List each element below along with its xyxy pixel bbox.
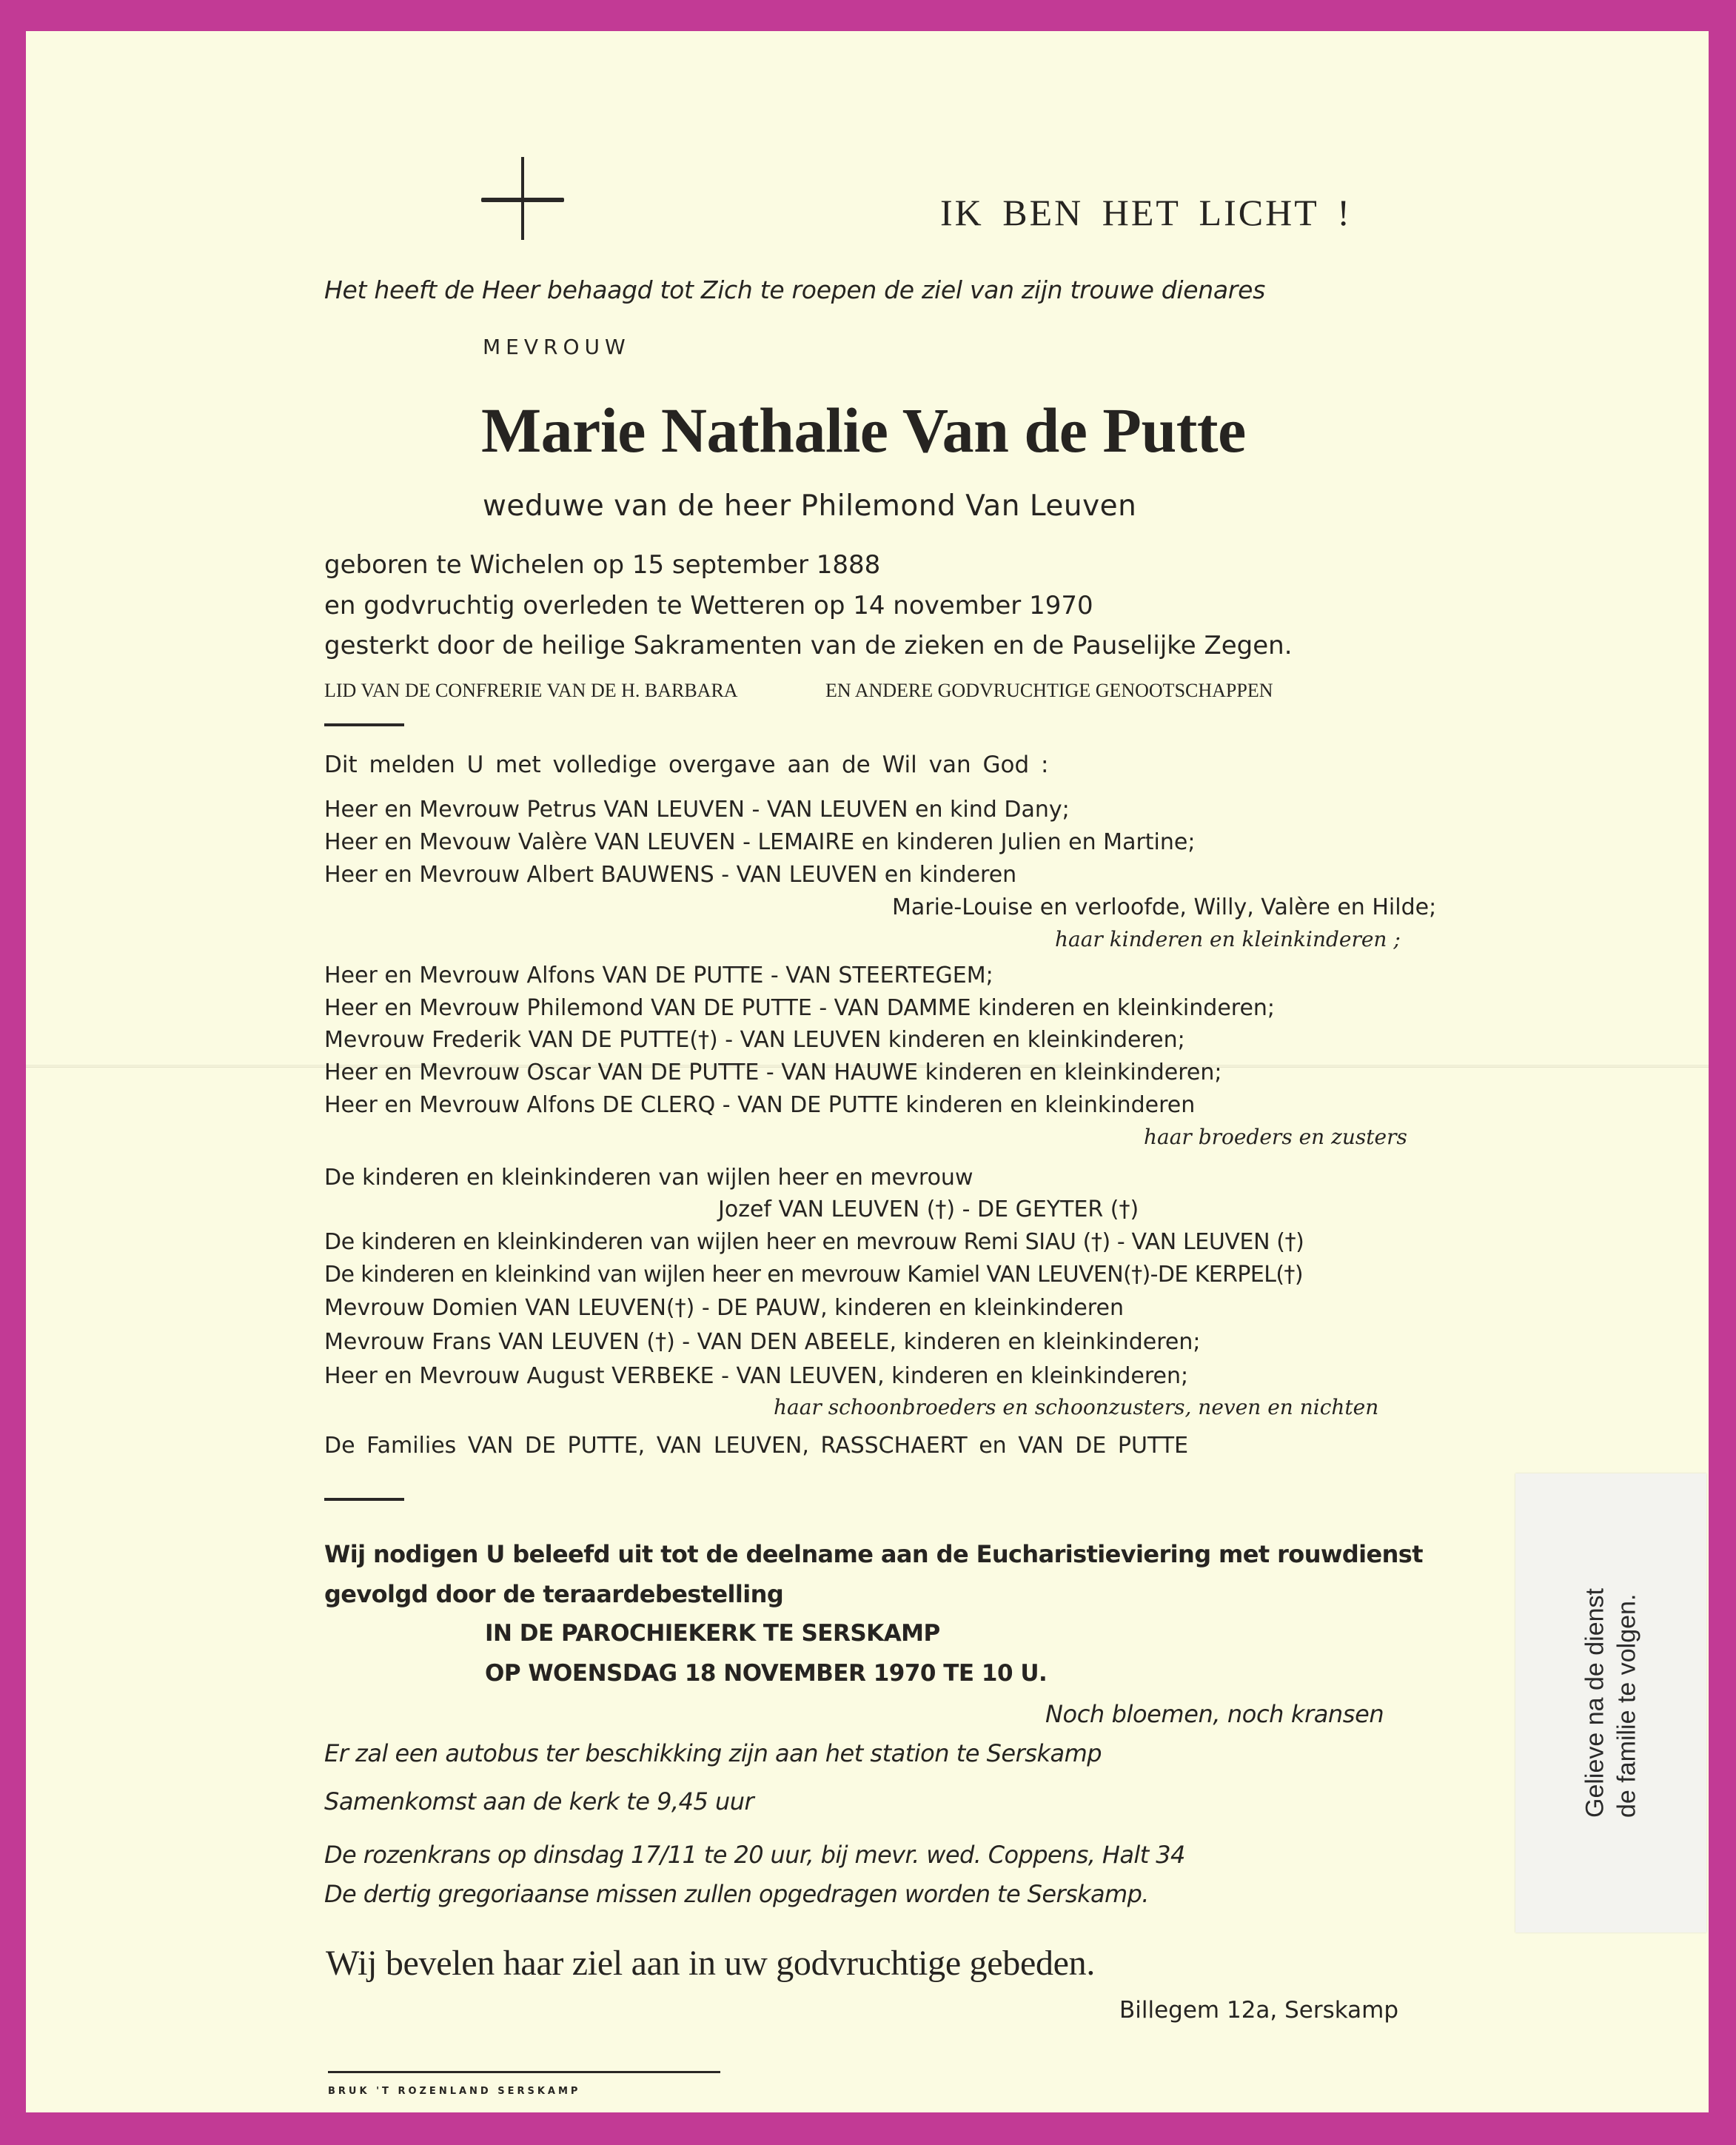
family-line: Heer en Mevrouw Petrus VAN LEUVEN - VAN LEUVEN en kind Dany; [324,797,1070,823]
family-line: De kinderen en kleinkinderen van wijlen heer en mevrouw Remi SIAU (†) - VAN LEUVEN (†) [324,1229,1304,1255]
service-date: OP WOENSDAG 18 NOVEMBER 1970 TE 10 U. [485,1660,1048,1687]
service-place: IN DE PAROCHIEKERK TE SERSKAMP [485,1620,940,1647]
cross-horizontal-bar [481,198,564,202]
family-line: Mevrouw Frederik VAN DE PUTTE(†) - VAN LEUVEN kinderen en kleinkinderen; [324,1027,1185,1053]
family-line: Heer en Mevrouw Albert BAUWENS - VAN LEUVEN en kinderen [324,862,1017,888]
family-line: De kinderen en kleinkinderen van wijlen heer en mevrouw [324,1165,973,1191]
no-flowers-note: Noch bloemen, noch kransen [1045,1700,1384,1728]
family-line: Heer en Mevouw Valère VAN LEUVEN - LEMAIRE en kinderen Julien en Martine; [324,829,1196,855]
family-line: Mevrouw Domien VAN LEUVEN(†) - DE PAUW, kinderen en kleinkinderen [324,1295,1124,1321]
family-line: Heer en Mevrouw Philemond VAN DE PUTTE - VAN DAMME kinderen en kleinkinderen; [324,995,1276,1021]
printer-imprint: BRUK 'T ROZENLAND SERSKAMP [328,2086,581,2097]
bus-note: Er zal een autobus ter beschikking zijn aan het station te Serskamp [324,1739,1102,1767]
bio-line: en godvruchtig overleden te Wetteren op 14 november 1970 [324,591,1093,620]
invitation-line: gevolgd door de teraardebestelling [324,1580,784,1608]
intro-text: Het heeft de Heer behaagd tot Zich te roepen de ziel van zijn trouwe dienares [324,275,1265,304]
family-line: Heer en Mevrouw Alfons DE CLERQ - VAN DE PUTTE kinderen en kleinkinderen [324,1092,1196,1118]
bio-line: gesterkt door de heilige Sakramenten van de zieken en de Pauselijke Zegen. [324,631,1293,660]
relation-label: haar broeders en zusters [1144,1125,1407,1149]
divider [324,1498,404,1501]
gathering-note: Samenkomst aan de kerk te 9,45 uur [324,1787,754,1816]
family-line: Heer en Mevrouw August VERBEKE - VAN LEUVEN, kinderen en kleinkinderen; [324,1363,1189,1389]
bio-line: geboren te Wichelen op 15 september 1888 [324,550,881,580]
prayer-line: Wij bevelen haar ziel aan in uw godvruchtige gebeden. [326,1944,1096,1983]
divider [324,723,404,726]
family-line: Heer en Mevrouw Oscar VAN DE PUTTE - VAN HAUWE kinderen en kleinkinderen; [324,1060,1222,1085]
invitation-line: Wij nodigen U beleefd uit tot de deelname aan de Eucharistieviering met rouwdienst [324,1540,1423,1568]
slip-line: de familie te volgen. [1612,1593,1641,1818]
families-line: De Families VAN DE PUTTE, VAN LEUVEN, RASSCHAERT en VAN DE PUTTE [324,1433,1189,1459]
masses-note: De dertig gregoriaanse missen zullen opgedragen worden te Serskamp. [324,1880,1149,1908]
slip-text [1580,1588,1643,1818]
relation-label: haar schoonbroeders en schoonzusters, neven en nichten [774,1395,1379,1419]
family-line: Heer en Mevrouw Alfons VAN DE PUTTE - VAN STEERTEGEM; [324,963,993,988]
motto: IK BEN HET LICHT ! [940,192,1352,233]
pasted-note-slip [1515,1473,1706,1932]
widow-of: weduwe van de heer Philemond Van Leuven [483,489,1137,523]
family-line: Jozef VAN LEUVEN (†) - DE GEYTER (†) [718,1197,1139,1222]
rosary-note: De rozenkrans op dinsdag 17/11 te 20 uur, bij mevr. wed. Coppens, Halt 34 [324,1841,1185,1869]
announcement: Dit melden U met volledige overgave aan de Wil van God : [324,752,1049,778]
family-line: Mevrouw Frans VAN LEUVEN (†) - VAN DEN ABEELE, kinderen en kleinkinderen; [324,1329,1201,1355]
title-prefix: MEVROUW [483,335,631,359]
membership-right: EN ANDERE GODVRUCHTIGE GENOOTSCHAPPEN [825,680,1273,701]
relation-label: haar kinderen en kleinkinderen ; [1055,927,1401,951]
family-line: Marie-Louise en verloofde, Willy, Valère en Hilde; [892,894,1437,920]
family-line: De kinderen en kleinkind van wijlen heer en mevrouw Kamiel VAN LEUVEN(†)-DE KERPEL(†) [324,1262,1303,1288]
address: Billegem 12a, Serskamp [1119,1997,1399,2024]
slip-line: Gelieve na de dienst [1581,1588,1609,1818]
printer-rule [328,2071,720,2073]
deceased-name: Marie Nathalie Van de Putte [481,395,1246,466]
membership-left: LID VAN DE CONFRERIE VAN DE H. BARBARA [324,680,738,701]
